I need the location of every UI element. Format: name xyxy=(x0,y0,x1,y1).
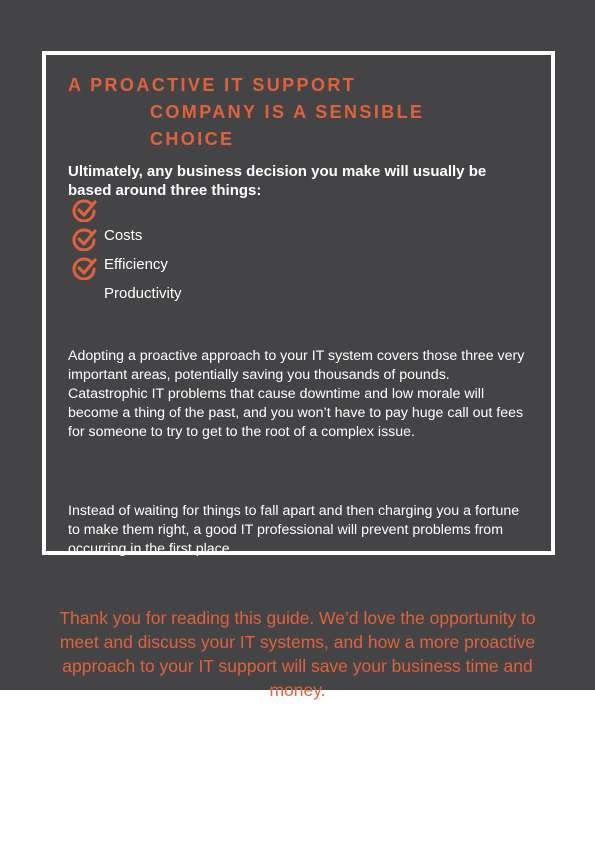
heading-line-3: CHOICE xyxy=(150,129,235,149)
paragraph-prevention: Instead of waiting for things to fall apart and then charging you a fortune to make them right, a good IT professional will prevent problems from occurring in the first place. xyxy=(68,503,520,557)
closing-message: Thank you for reading this guide. We’d love the opportunity to meet and discuss your IT systems, and how a more proactive approach to your IT support will save your business time and money. xyxy=(59,608,536,700)
heading-line-2: COMPANY IS A SENSIBLE xyxy=(150,102,425,122)
check-circle-icon xyxy=(72,227,98,251)
intro-text: Ultimately, any business decision you make will usually be based around three things: xyxy=(68,163,487,199)
factor-efficiency: Efficiency xyxy=(104,256,168,273)
factor-productivity: Productivity xyxy=(104,285,182,302)
check-circle-icon xyxy=(72,198,98,222)
check-circle-icon xyxy=(72,256,98,280)
factor-costs: Costs xyxy=(104,227,143,244)
paragraph-proactive: Adopting a proactive approach to your IT system covers those three very important areas, potentially saving you thousands of pounds. Catastrophic IT problems that cause downtime and low morale will become a thing of the past, and you won’t have to pay huge call out fees for someone to try to get to the root of a complex issue. xyxy=(68,348,525,440)
heading-line-1: A PROACTIVE IT SUPPORT xyxy=(68,75,357,95)
page-heading xyxy=(68,72,424,153)
